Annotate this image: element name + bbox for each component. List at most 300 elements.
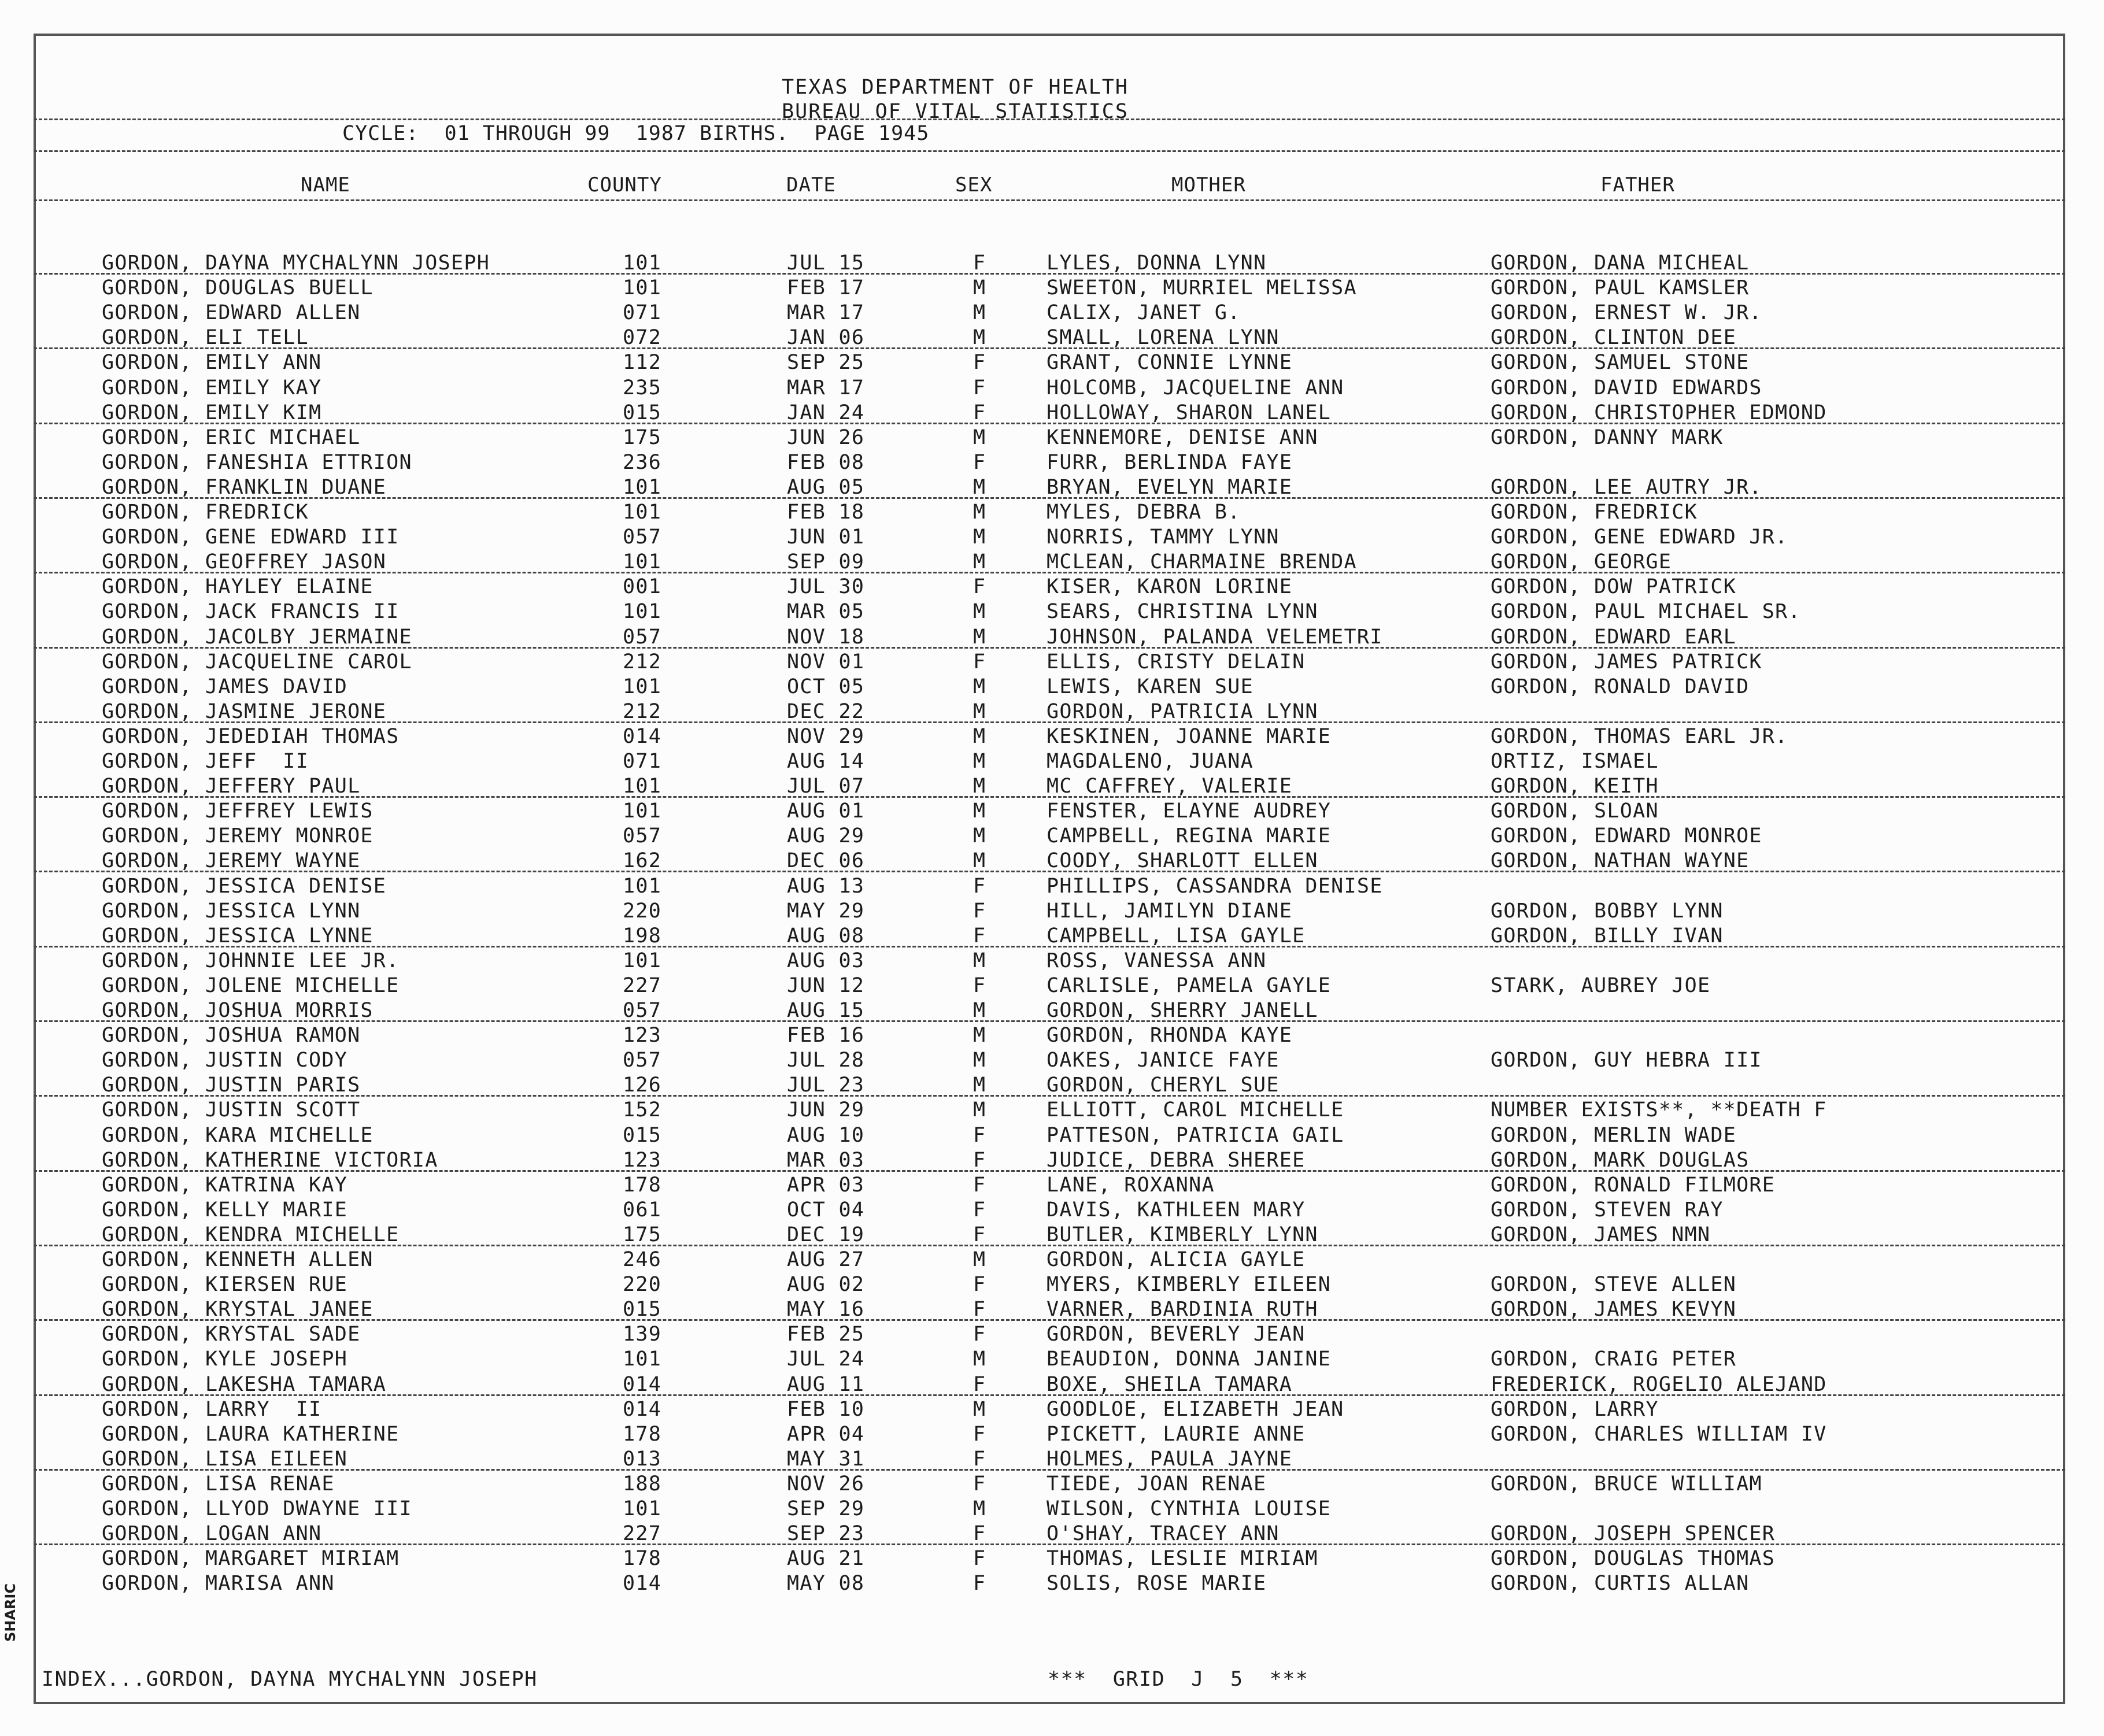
cell-father: GORDON, MERLIN WADE — [1491, 1123, 1737, 1147]
cell-county: 057 — [623, 525, 662, 549]
cell-father: GORDON, JAMES NMN — [1491, 1223, 1711, 1246]
cell-father: GORDON, JAMES KEVYN — [1491, 1298, 1737, 1322]
table-row — [0, 1174, 2104, 1198]
table-row — [0, 1298, 2104, 1323]
cell-mother: PHILLIPS, CASSANDRA DENISE — [1047, 874, 1383, 898]
cell-father: GORDON, EDWARD EARL — [1491, 625, 1737, 649]
cell-date: NOV 01 — [787, 650, 865, 673]
cell-name: GORDON, MARGARET MIRIAM — [102, 1547, 400, 1571]
cell-sex: M — [973, 550, 986, 574]
cell-name: GORDON, EMILY KAY — [102, 376, 322, 399]
cell-mother: CAMPBELL, REGINA MARIE — [1047, 824, 1332, 848]
cell-sex: F — [973, 1273, 986, 1297]
table-row — [0, 1398, 2104, 1423]
cell-county: 101 — [623, 550, 662, 574]
cell-father: GORDON, NATHAN WAYNE — [1491, 849, 1750, 873]
cell-mother: LANE, ROXANNA — [1047, 1173, 1215, 1197]
cell-father: GORDON, DOW PATRICK — [1491, 575, 1737, 599]
cell-date: FEB 16 — [787, 1024, 865, 1047]
cell-county: 112 — [623, 351, 662, 375]
column-header-sex: SEX — [955, 173, 993, 197]
cell-date: OCT 04 — [787, 1198, 865, 1222]
cell-date: SEP 29 — [787, 1497, 865, 1520]
cell-sex: F — [973, 1223, 986, 1246]
cell-date: MAR 05 — [787, 600, 865, 624]
cell-father: GORDON, CHRISTOPHER EDMOND — [1491, 401, 1827, 424]
cell-sex: F — [973, 1422, 986, 1446]
divider — [34, 119, 2065, 120]
cell-sex: F — [973, 450, 986, 474]
table-row — [0, 675, 2104, 700]
cell-county: 198 — [623, 924, 662, 947]
cell-sex: M — [973, 625, 986, 649]
cell-sex: M — [973, 1348, 986, 1371]
cell-county: 101 — [623, 675, 662, 698]
cell-mother: MCLEAN, CHARMAINE BRENDA — [1047, 550, 1357, 574]
cell-county: 015 — [623, 1298, 662, 1322]
table-row — [0, 924, 2104, 949]
cell-date: JUL 24 — [787, 1348, 865, 1371]
table-row — [0, 451, 2104, 476]
cell-date: AUG 29 — [787, 824, 865, 848]
cell-county: 212 — [623, 650, 662, 673]
cell-mother: BRYAN, EVELYN MARIE — [1047, 475, 1293, 499]
cell-sex: F — [973, 1148, 986, 1172]
cell-father: GORDON, CHARLES WILLIAM IV — [1491, 1422, 1827, 1446]
cell-father: GORDON, BILLY IVAN — [1491, 924, 1724, 947]
cell-mother: SWEETON, MURRIEL MELISSA — [1047, 276, 1357, 300]
cell-county: 212 — [623, 699, 662, 723]
cell-sex: M — [973, 475, 986, 499]
table-row — [0, 1323, 2104, 1348]
cell-name: GORDON, JEREMY MONROE — [102, 824, 374, 848]
cell-name: GORDON, HAYLEY ELAINE — [102, 575, 374, 599]
cell-name: GORDON, JESSICA LYNN — [102, 899, 361, 923]
cell-date: NOV 18 — [787, 625, 865, 649]
cell-county: 227 — [623, 1522, 662, 1546]
cell-county: 014 — [623, 1397, 662, 1421]
cell-name: GORDON, ERIC MICHAEL — [102, 425, 361, 449]
table-row — [0, 1124, 2104, 1149]
cell-date: AUG 02 — [787, 1273, 865, 1297]
cell-name: GORDON, ELI TELL — [102, 326, 309, 350]
cell-county: 101 — [623, 475, 662, 499]
cell-county: 246 — [623, 1248, 662, 1271]
table-row — [0, 949, 2104, 974]
cell-date: FEB 18 — [787, 501, 865, 524]
cell-mother: OAKES, JANICE FAYE — [1047, 1049, 1280, 1072]
cell-sex: F — [973, 1372, 986, 1396]
cell-sex: M — [973, 525, 986, 549]
cell-sex: M — [973, 949, 986, 972]
cell-county: 178 — [623, 1173, 662, 1197]
cell-county: 071 — [623, 750, 662, 773]
cell-name: GORDON, KATHERINE VICTORIA — [102, 1148, 438, 1172]
cell-date: FEB 10 — [787, 1397, 865, 1421]
cell-father: GORDON, GEORGE — [1491, 550, 1672, 574]
cell-name: GORDON, JUSTIN CODY — [102, 1049, 348, 1072]
table-row — [0, 575, 2104, 600]
cell-county: 057 — [623, 625, 662, 649]
cell-father: GORDON, DANA MICHEAL — [1491, 251, 1750, 275]
cell-date: SEP 25 — [787, 351, 865, 375]
cell-father: GORDON, THOMAS EARL JR. — [1491, 724, 1788, 748]
cell-mother: ELLIOTT, CAROL MICHELLE — [1047, 1098, 1344, 1122]
cell-name: GORDON, JEFFERY PAUL — [102, 775, 361, 798]
cell-county: 013 — [623, 1447, 662, 1471]
cell-county: 057 — [623, 1049, 662, 1072]
cell-father: GORDON, LEE AUTRY JR. — [1491, 475, 1762, 499]
cell-date: FEB 25 — [787, 1323, 865, 1346]
cell-sex: F — [973, 1173, 986, 1197]
cell-name: GORDON, JOHNNIE LEE JR. — [102, 949, 400, 972]
cell-sex: M — [973, 999, 986, 1022]
cell-sex: F — [973, 650, 986, 673]
cell-date: AUG 15 — [787, 999, 865, 1022]
cell-sex: M — [973, 824, 986, 848]
cell-father: FREDERICK, ROGELIO ALEJAND — [1491, 1372, 1827, 1396]
cell-father: GORDON, LARRY — [1491, 1397, 1659, 1421]
column-header-mother: MOTHER — [1171, 173, 1246, 197]
cell-date: APR 04 — [787, 1422, 865, 1446]
table-row — [0, 351, 2104, 376]
cell-county: 101 — [623, 799, 662, 823]
cell-county: 236 — [623, 450, 662, 474]
table-row — [0, 476, 2104, 501]
cell-name: GORDON, KELLY MARIE — [102, 1198, 348, 1222]
cell-date: JUN 26 — [787, 425, 865, 449]
cell-mother: GORDON, RHONDA KAYE — [1047, 1024, 1293, 1047]
table-row — [0, 426, 2104, 451]
cell-father: GORDON, DANNY MARK — [1491, 425, 1724, 449]
cell-name: GORDON, DOUGLAS BUELL — [102, 276, 374, 300]
cell-father: GORDON, JOSEPH SPENCER — [1491, 1522, 1776, 1546]
cell-sex: M — [973, 276, 986, 300]
cell-sex: M — [973, 1397, 986, 1421]
table-row — [0, 1423, 2104, 1448]
cell-date: JUL 28 — [787, 1049, 865, 1072]
cell-sex: M — [973, 1497, 986, 1520]
cell-name: GORDON, EDWARD ALLEN — [102, 301, 361, 325]
cell-mother: BOXE, SHEILA TAMARA — [1047, 1372, 1293, 1396]
cell-sex: F — [973, 1572, 986, 1596]
cell-county: 178 — [623, 1547, 662, 1571]
cell-name: GORDON, JESSICA LYNNE — [102, 924, 374, 947]
divider — [34, 150, 2065, 152]
cell-father: GORDON, FREDRICK — [1491, 501, 1698, 524]
cell-mother: VARNER, BARDINIA RUTH — [1047, 1298, 1318, 1322]
cell-sex: M — [973, 1074, 986, 1097]
cell-name: GORDON, JEFFREY LEWIS — [102, 799, 374, 823]
cell-county: 220 — [623, 899, 662, 923]
cell-sex: M — [973, 1098, 986, 1122]
cell-father: GORDON, DOUGLAS THOMAS — [1491, 1547, 1776, 1571]
cell-mother: MAGDALENO, JUANA — [1047, 750, 1253, 773]
cell-father: STARK, AUBREY JOE — [1491, 974, 1711, 997]
cell-county: 123 — [623, 1148, 662, 1172]
table-row — [0, 1522, 2104, 1547]
cell-mother: HILL, JAMILYN DIANE — [1047, 899, 1293, 923]
cell-date: MAR 03 — [787, 1148, 865, 1172]
cell-date: AUG 05 — [787, 475, 865, 499]
cycle-line: CYCLE: 01 THROUGH 99 1987 BIRTHS. PAGE 1945 — [342, 122, 930, 145]
cell-date: JUL 30 — [787, 575, 865, 599]
cell-mother: HOLCOMB, JACQUELINE ANN — [1047, 376, 1344, 399]
cell-county: 071 — [623, 301, 662, 325]
cell-county: 139 — [623, 1323, 662, 1346]
table-row — [0, 849, 2104, 874]
cell-sex: M — [973, 501, 986, 524]
cell-county: 101 — [623, 1497, 662, 1520]
table-row — [0, 1497, 2104, 1522]
cell-father: GORDON, DAVID EDWARDS — [1491, 376, 1762, 399]
column-header-father: FATHER — [1600, 173, 1675, 197]
side-label: SHARIC — [2, 1583, 19, 1642]
cell-county: 220 — [623, 1273, 662, 1297]
cell-name: GORDON, KENNETH ALLEN — [102, 1248, 374, 1271]
table-row — [0, 875, 2104, 900]
cell-mother: COODY, SHARLOTT ELLEN — [1047, 849, 1318, 873]
cell-father: GORDON, CRAIG PETER — [1491, 1348, 1737, 1371]
cell-father: GORDON, BRUCE WILLIAM — [1491, 1472, 1762, 1496]
cell-sex: F — [973, 1198, 986, 1222]
cell-date: AUG 01 — [787, 799, 865, 823]
cell-name: GORDON, JACK FRANCIS II — [102, 600, 400, 624]
cell-date: MAY 16 — [787, 1298, 865, 1322]
cell-county: 101 — [623, 775, 662, 798]
cell-date: JUN 01 — [787, 525, 865, 549]
cell-date: MAR 17 — [787, 301, 865, 325]
cell-name: GORDON, MARISA ANN — [102, 1572, 335, 1596]
table-row — [0, 1074, 2104, 1098]
cell-mother: FENSTER, ELAYNE AUDREY — [1047, 799, 1332, 823]
cell-county: 101 — [623, 251, 662, 275]
cell-date: DEC 06 — [787, 849, 865, 873]
cell-date: AUG 11 — [787, 1372, 865, 1396]
table-row — [0, 1024, 2104, 1049]
cell-county: 001 — [623, 575, 662, 599]
table-row — [0, 974, 2104, 999]
cell-name: GORDON, JOLENE MICHELLE — [102, 974, 400, 997]
cell-county: 123 — [623, 1024, 662, 1047]
cell-mother: TIEDE, JOAN RENAE — [1047, 1472, 1267, 1496]
cell-mother: KISER, KARON LORINE — [1047, 575, 1293, 599]
table-row — [0, 1572, 2104, 1597]
cell-mother: HOLLOWAY, SHARON LANEL — [1047, 401, 1332, 424]
cell-mother: WILSON, CYNTHIA LOUISE — [1047, 1497, 1332, 1520]
cell-county: 227 — [623, 974, 662, 997]
cell-name: GORDON, JEREMY WAYNE — [102, 849, 361, 873]
cell-date: DEC 22 — [787, 699, 865, 723]
cell-name: GORDON, LOGAN ANN — [102, 1522, 322, 1546]
table-row — [0, 1248, 2104, 1273]
cell-sex: F — [973, 401, 986, 424]
cell-name: GORDON, LAURA KATHERINE — [102, 1422, 400, 1446]
cell-county: 101 — [623, 276, 662, 300]
cell-name: GORDON, JAMES DAVID — [102, 675, 348, 698]
cell-sex: M — [973, 750, 986, 773]
cell-mother: GORDON, PATRICIA LYNN — [1047, 699, 1318, 723]
cell-name: GORDON, FRANKLIN DUANE — [102, 475, 387, 499]
cell-name: GORDON, KARA MICHELLE — [102, 1123, 374, 1147]
cell-name: GORDON, FANESHIA ETTRION — [102, 450, 412, 474]
cell-sex: M — [973, 425, 986, 449]
cell-date: MAY 08 — [787, 1572, 865, 1596]
cell-mother: SMALL, LORENA LYNN — [1047, 326, 1280, 350]
cell-mother: CAMPBELL, LISA GAYLE — [1047, 924, 1306, 947]
cell-name: GORDON, JEDEDIAH THOMAS — [102, 724, 400, 748]
table-row — [0, 725, 2104, 750]
cell-county: 188 — [623, 1472, 662, 1496]
cell-mother: DAVIS, KATHLEEN MARY — [1047, 1198, 1306, 1222]
cell-father: GORDON, RONALD FILMORE — [1491, 1173, 1776, 1197]
cell-date: SEP 09 — [787, 550, 865, 574]
cell-sex: F — [973, 376, 986, 399]
cell-county: 014 — [623, 724, 662, 748]
cell-name: GORDON, JEFF II — [102, 750, 309, 773]
bureau-title: BUREAU OF VITAL STATISTICS — [782, 100, 1129, 123]
table-row — [0, 1348, 2104, 1372]
cell-sex: M — [973, 849, 986, 873]
cell-mother: KESKINEN, JOANNE MARIE — [1047, 724, 1332, 748]
cell-date: NOV 26 — [787, 1472, 865, 1496]
cell-county: 175 — [623, 1223, 662, 1246]
table-row — [0, 600, 2104, 625]
cell-date: MAY 29 — [787, 899, 865, 923]
cell-name: GORDON, KIERSEN RUE — [102, 1273, 348, 1297]
cell-date: FEB 08 — [787, 450, 865, 474]
cell-mother: JUDICE, DEBRA SHEREE — [1047, 1148, 1306, 1172]
cell-mother: SOLIS, ROSE MARIE — [1047, 1572, 1267, 1596]
cell-sex: F — [973, 1323, 986, 1346]
cell-county: 126 — [623, 1074, 662, 1097]
cell-name: GORDON, KRYSTAL JANEE — [102, 1298, 374, 1322]
cell-county: 101 — [623, 600, 662, 624]
cell-sex: F — [973, 251, 986, 275]
cell-sex: F — [973, 351, 986, 375]
cell-county: 175 — [623, 425, 662, 449]
table-row — [0, 525, 2104, 550]
cell-date: JUL 23 — [787, 1074, 865, 1097]
cell-name: GORDON, JUSTIN SCOTT — [102, 1098, 361, 1122]
cell-mother: O'SHAY, TRACEY ANN — [1047, 1522, 1280, 1546]
cell-date: JUN 12 — [787, 974, 865, 997]
cell-name: GORDON, GEOFFREY JASON — [102, 550, 387, 574]
table-row — [0, 650, 2104, 675]
cell-sex: F — [973, 1472, 986, 1496]
column-header-date: DATE — [786, 173, 836, 197]
cell-sex: M — [973, 326, 986, 350]
cell-name: GORDON, KRYSTAL SADE — [102, 1323, 361, 1346]
divider — [34, 199, 2065, 201]
cell-mother: CALIX, JANET G. — [1047, 301, 1241, 325]
cell-father: GORDON, STEVEN RAY — [1491, 1198, 1724, 1222]
table-row — [0, 799, 2104, 824]
cell-date: AUG 08 — [787, 924, 865, 947]
cell-father: GORDON, PAUL KAMSLER — [1491, 276, 1750, 300]
cell-county: 072 — [623, 326, 662, 350]
table-row — [0, 750, 2104, 775]
cell-father: GORDON, STEVE ALLEN — [1491, 1273, 1737, 1297]
cell-sex: F — [973, 899, 986, 923]
cell-name: GORDON, JUSTIN PARIS — [102, 1074, 361, 1097]
cell-mother: CARLISLE, PAMELA GAYLE — [1047, 974, 1332, 997]
table-row — [0, 1448, 2104, 1472]
cell-father: GORDON, ERNEST W. JR. — [1491, 301, 1762, 325]
cell-county: 101 — [623, 874, 662, 898]
cell-date: AUG 14 — [787, 750, 865, 773]
cell-date: OCT 05 — [787, 675, 865, 698]
cell-county: 162 — [623, 849, 662, 873]
cell-date: JUL 15 — [787, 251, 865, 275]
cell-mother: GORDON, SHERRY JANELL — [1047, 999, 1318, 1022]
cell-sex: F — [973, 1123, 986, 1147]
cell-date: SEP 23 — [787, 1522, 865, 1546]
table-row — [0, 501, 2104, 525]
cell-sex: F — [973, 974, 986, 997]
cell-name: GORDON, JESSICA DENISE — [102, 874, 387, 898]
department-title: TEXAS DEPARTMENT OF HEALTH — [782, 76, 1129, 99]
cell-county: 101 — [623, 1348, 662, 1371]
cell-father: ORTIZ, ISMAEL — [1491, 750, 1659, 773]
cell-county: 178 — [623, 1422, 662, 1446]
cell-father: GORDON, RONALD DAVID — [1491, 675, 1750, 698]
cell-name: GORDON, JOSHUA MORRIS — [102, 999, 374, 1022]
cell-sex: M — [973, 1049, 986, 1072]
cell-sex: M — [973, 301, 986, 325]
cell-county: 015 — [623, 1123, 662, 1147]
table-row — [0, 999, 2104, 1024]
cell-county: 101 — [623, 949, 662, 972]
cell-sex: F — [973, 575, 986, 599]
cell-name: GORDON, KATRINA KAY — [102, 1173, 348, 1197]
cell-date: JUL 07 — [787, 775, 865, 798]
cell-name: GORDON, LISA EILEEN — [102, 1447, 348, 1471]
cell-mother: MYERS, KIMBERLY EILEEN — [1047, 1273, 1332, 1297]
cell-sex: M — [973, 775, 986, 798]
cell-father: GORDON, JAMES PATRICK — [1491, 650, 1762, 673]
cell-mother: BUTLER, KIMBERLY LYNN — [1047, 1223, 1318, 1246]
table-row — [0, 550, 2104, 575]
cell-father: GORDON, CURTIS ALLAN — [1491, 1572, 1750, 1596]
cell-mother: GORDON, CHERYL SUE — [1047, 1074, 1280, 1097]
table-row — [0, 376, 2104, 401]
column-header-county: COUNTY — [587, 173, 662, 197]
cell-mother: KENNEMORE, DENISE ANN — [1047, 425, 1318, 449]
cell-sex: F — [973, 1298, 986, 1322]
cell-sex: M — [973, 600, 986, 624]
cell-date: JAN 24 — [787, 401, 865, 424]
cell-sex: M — [973, 1248, 986, 1271]
table-row — [0, 824, 2104, 849]
table-row — [0, 625, 2104, 650]
cell-date: AUG 21 — [787, 1547, 865, 1571]
table-row — [0, 1472, 2104, 1497]
cell-father: GORDON, GUY HEBRA III — [1491, 1049, 1762, 1072]
cell-father: GORDON, KEITH — [1491, 775, 1659, 798]
cell-name: GORDON, JACQUELINE CAROL — [102, 650, 412, 673]
cell-date: APR 03 — [787, 1173, 865, 1197]
table-row — [0, 1098, 2104, 1123]
column-header-name: NAME — [301, 173, 350, 197]
cell-name: GORDON, LLYOD DWAYNE III — [102, 1497, 412, 1520]
cell-mother: FURR, BERLINDA FAYE — [1047, 450, 1293, 474]
cell-county: 101 — [623, 501, 662, 524]
cell-date: AUG 27 — [787, 1248, 865, 1271]
cell-name: GORDON, FREDRICK — [102, 501, 309, 524]
cell-sex: F — [973, 1547, 986, 1571]
cell-sex: M — [973, 799, 986, 823]
